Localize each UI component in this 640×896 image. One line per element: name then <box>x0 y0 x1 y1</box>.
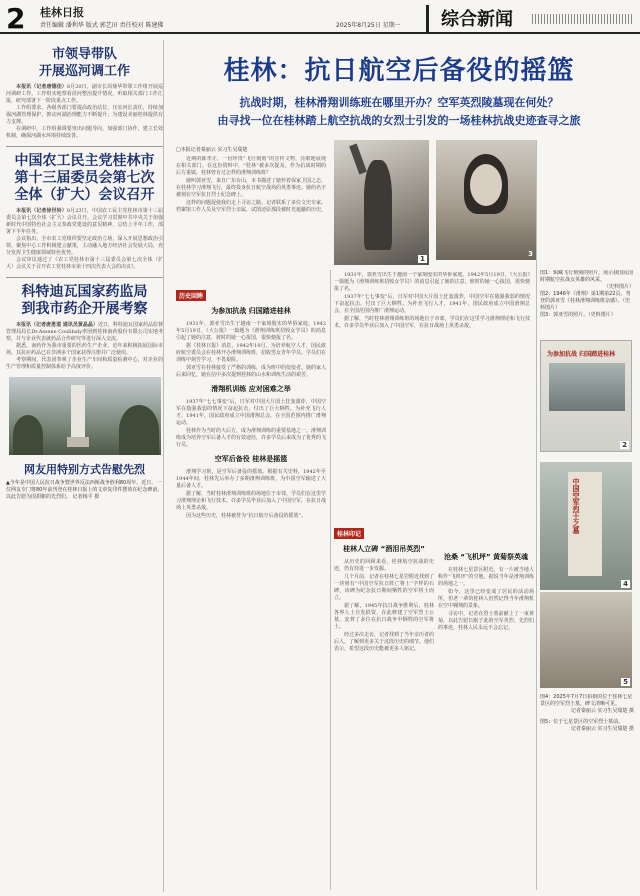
paper-name: 桂林日报 <box>40 6 84 19</box>
magazine-picture <box>549 363 625 411</box>
main-headline: 桂林：抗日航空后备役的摇篮 <box>223 56 575 86</box>
section3-heading: 空军后备役 桂林是摇篮 <box>214 455 288 463</box>
story2-p1: 8月23日，中国农工民主党桂林市第十三届委员会第七次全体（扩大）会议召开。会议学习贯彻中共中央关于加强新时代中国特色社会主义参政党建设的意见精神，总结上半年工作，部署下半年任务。 <box>6 208 163 235</box>
caption-2: 图2：1946年《滑翔》第1期第22页，刊登的郭亚雪《桂林滑翔训练班杂感》。（史料图片） <box>540 291 631 311</box>
imprint-tag: 桂林印记 <box>334 528 364 539</box>
photo-badge-5: 5 <box>623 678 628 686</box>
col3-p2: 几个月前，记者在桂林七星岩附近找到了一块刻有“中国空军抗日阵亡将士”字样的石碑，该碑为纪念抗日期间牺牲的空军将士而立。 <box>334 574 434 601</box>
caption-4-credit: 记者秦丽云 实习生吴瑞楚 摄 <box>570 708 634 714</box>
monument-base <box>67 437 89 447</box>
section3-p3: 因为这些历史，桂林被誉为“抗日航空后备役的摇篮”。 <box>186 513 307 519</box>
monument-photo <box>9 377 161 455</box>
mid-p2: 1937年“七七事变”后，日军对中国大片国土狂轰滥炸，中国空军在敌强我弱的情况下奋起抗击，付出了巨大牺牲。为补充飞行人才，1941年，国民政府成立中国滑翔总会，在全国范围内推广滑翔运动。 <box>334 294 530 314</box>
section1-p1: 1931年，郭亚雪出生于越南一个家境殷实的华侨家庭。1942年5月19日，《大公报》一篇题为《滑翔训练班招收女学员》的消息引起了她的注意，彼时的她一心报国，很快便报了名。 <box>176 321 326 341</box>
col3-p4: 经过多次走访，记者找到了当年亲历者的后人，了解到更多关于这段历史的细节。他们表示，希望这段历史能被更多人铭记。 <box>334 632 434 652</box>
story3-p2: 据悉，南药作为我市重要的医药生产企业，近年来积极拓展国际市场，其抗疟药品已在非洲多个国家获得注册并广泛使用。 <box>6 343 163 356</box>
reporter-credit: □本报记者秦丽云 实习生吴瑞楚 <box>176 147 248 153</box>
story2-p3: 会议审议通过了《农工党桂林市第十三届委员会第七次全体（扩大）会议关于召开农工党桂林市第十四次代表大会的决议》。 <box>6 257 163 270</box>
story3-p1: 近日，科特迪瓦国家药品监督管理局局长Dr.Assene Coulibaly率团到桂林南药股份有限公司实地考察，并与企业代表就药品合作研究等进行深入交流。 <box>6 322 163 342</box>
section1-p3: 郭亚雪在桂林接受了严格的训练，成为班中的佼佼者。她的家人后来回忆，她在信中多次提到桂林的山水和训练生活的艰苦。 <box>176 365 326 378</box>
memorial-column <box>438 528 534 888</box>
story1-p2: 工作组要求，各级各部门要提高政治站位，压实河长责任，持续加强河湖管理保护，推动河湖治理能力不断提升，为建设美丽桂林提供有力支撑。 <box>6 105 163 125</box>
intro-p3: 这样的问题促使我们走上寻访之路。记者联系了多位文史专家、档案馆工作人员及空军烈士亲属，试图还原那段被时光遮蔽的历史。 <box>176 200 326 213</box>
story3-body <box>6 322 163 371</box>
photo-badge-2: 2 <box>622 441 627 449</box>
stele-inscription: 中国空军烈士之墓 <box>572 478 580 534</box>
story1-headline: 市领导带队 开展巡河调工作 <box>38 47 130 79</box>
story1-p3: 在调研中，工作组强调要突出问题导向，加强部门协作，建立长效机制，确保河湖水环境持续改善。 <box>6 126 163 139</box>
intro-column <box>176 156 326 286</box>
tree-shape <box>13 415 43 455</box>
section-decoration <box>532 14 632 24</box>
story1-body <box>6 84 163 140</box>
section3-p2: 据了解，当时桂林滑翔训练班的场地位于市郊，学员们在这里学习滑翔理论和飞行技术。许多学员毕业后加入了中国空军，在抗日战场上英勇杀敌。 <box>176 491 326 511</box>
history-tag: 历史回眸 <box>176 290 206 301</box>
section2-p2: 桂林作为当时的大后方，成为滑翔训练的重要基地之一。滑翔训练成为培养空军后备人才的有效途径，许多学员后来成为了优秀的飞行员。 <box>176 428 326 448</box>
tree-shape <box>119 405 159 455</box>
photo-badge-3: 3 <box>528 250 533 258</box>
story1-byline: 本报讯（记者唐德佳） <box>16 84 67 90</box>
photo-badge-4: 4 <box>623 580 628 588</box>
page-number: 2 <box>6 2 26 35</box>
caption-5-credit: 记者秦丽云 实习生吴瑞楚 摄 <box>570 726 634 732</box>
photo-credit: 记者杨平 摄 <box>72 494 100 500</box>
monument-shape <box>71 385 85 445</box>
photo-sub: ▲今年是中国人民抗日战争暨世界反法西斯战争胜利80周年。近日，一位网友专门将80年前刊登在桂林日报上的文章复印件摆放在纪念碑前，以此告慰为国捐躯的先烈们。 <box>6 480 163 500</box>
face-shape <box>470 164 502 206</box>
section1-heading: 为参加抗战 归国踏进桂林 <box>211 307 291 315</box>
story2-byline: 本报讯（记者徐世铃） <box>16 208 67 214</box>
intro-p1: 近期的陈孝正，一份珍贵“飞行刻刻”的宣传文物，亮眼地展现在相关部门。在这份资料中，“桂林”被多次提及。作为抗战时期的后方重镇，桂林曾有过怎样的滑翔训练班？ <box>176 156 326 176</box>
story3-byline: 本报讯（记者唐勇道 通讯员黄晶晶） <box>16 322 98 328</box>
column-rule <box>330 270 331 890</box>
photo-caption <box>6 480 163 501</box>
story3-headline: 科特迪瓦国家药监局 到我市药企开展考察 <box>21 284 148 317</box>
col3-p1: 从历史的回顾来看，桂林航空抗战的史迹，仍有待进一步发掘。 <box>334 559 434 572</box>
history-column <box>176 290 326 890</box>
mid-p1: 1931年，郭亚雪出生于越南一个家境殷实的华侨家庭。1942年5月19日，《大公报》一篇题为《滑翔训练班招收女学员》的消息引起了她的注意，彼时的她一心报国，很快便报了名。 <box>334 272 530 292</box>
guilin-imprint-column <box>334 528 434 888</box>
staff-credits: 责任编辑 潘利华 版式 郭艺田 责任校对 陈建佛 <box>40 22 164 29</box>
photo-headline: 网友用特别方式告慰先烈 <box>24 463 145 476</box>
col3-p3: 据了解，1945年抗日战争胜利后，桂林各界人士自发捐资，在此修建了空军烈士公墓，安葬了多位在抗日战争中牺牲的空军将士。 <box>334 603 434 630</box>
section2-heading: 滑翔机训练 应对困难之举 <box>211 385 291 393</box>
visitors-photo <box>540 592 632 688</box>
middle-upper-column <box>334 272 530 522</box>
magazine-title-text: 为参加抗战 归国踏进桂林 <box>547 351 616 358</box>
stele-photo <box>540 462 632 590</box>
left-column <box>6 40 164 892</box>
caption-4: 图4：2025年7月7日拍摄的位于桂林七星景区的空军烈士墓，碑文清晰可见。 <box>540 694 633 707</box>
caption-1-credit: （史料图片） <box>603 284 634 290</box>
story2-headline: 中国农工民主党桂林市 第十三届委员会第七次 全体（扩大）会议召开 <box>14 153 155 203</box>
caption-5: 图5：位于七星景区的空军烈士墓前。 <box>540 719 624 725</box>
captions-top <box>540 270 634 340</box>
magazine-photo <box>540 340 632 452</box>
col4-heading: 沧桑 “飞机坪” 黄菊祭英魂 <box>443 553 529 561</box>
section2-p1: 1937年“七七事变”后，日军对中国大片国土狂轰滥炸，中国空军在敌强我弱的情况下奋起抗击，付出了巨大牺牲。为补充飞行人才，1941年，国民政府成立中国滑翔总会，在全国范围内推广滑翔运动。 <box>176 399 326 426</box>
section1-p2: 据《桂林日报》消息，1942年10月，为培养航空人才，国民政府航空委员会在桂林开办滑翔训练班，招收男女青年学员。学员们在训练中刻苦学习，不畏艰险。 <box>176 343 326 363</box>
photo-badge-1: 1 <box>420 255 425 263</box>
raised-arm <box>349 144 367 175</box>
main-subtitle-2: 由寻找一位在桂林踏上航空抗战的女烈士引发的一场桂林抗战史迹查寻之旅 <box>217 114 581 127</box>
story3-p3: 考察期间，代表团参观了企业生产车间和质量检测中心，对企业的生产管理和质量控制体系给予高度评价。 <box>6 357 163 370</box>
col3-heading: 桂林人立碑 “酒泪吊英烈” <box>343 545 425 553</box>
story2-p2: 会议指出，全市农工党组织要坚定政治立场，深入开展思想政治引领，聚焦中心工作积极建言献策，主动融入地方经济社会发展大局，充分发挥卫生健康领域特色优势。 <box>6 236 163 256</box>
caption-1: 图1：辑藏飞行刻刻的照片，展示我国民国时期航空抗战女英雄的风采。 <box>540 270 634 283</box>
caption-3: 图3：郭亚雪的照片。（史料图片） <box>540 312 616 318</box>
col4-p1: 在桂林七星景区附近，有一片被当地人称作“飞机坪”的空地，据说当年是滑翔训练的场地之一。 <box>438 567 534 587</box>
story2-body <box>6 208 163 271</box>
column-rule <box>536 140 537 890</box>
pilot-photo <box>334 140 429 265</box>
section-title: 综合新闻 <box>426 5 636 33</box>
portrait-photo <box>436 140 536 260</box>
col4-p3: 寻访中，记者在烈士墓前献上了一束黄菊，以此告慰长眠于此的空军英烈。先烈们的事迹，桂林人民永远不会忘记。 <box>438 611 534 631</box>
captions-bottom <box>540 694 634 894</box>
divider <box>6 277 163 278</box>
issue-date: 2025年8月25日 星期一 <box>336 22 401 29</box>
intro-p2: 她叫郭亚雪，来自广东台山，本书描述了她怀着保家卫国之志，在桂林学习滑翔飞行，最终投身抗日航空战场的英勇事迹。她的名字被刻在空军抗日烈士纪念碑上。 <box>176 178 326 198</box>
main-subtitle-1: 抗战时期，桂林滑翔训练班在哪里开办？空军英烈陵墓现在何处？ <box>239 96 559 109</box>
section3-p1: 滑翔学习班，是空军后备役的摇篮。根据有关史料，1942年至1944年间，桂林先后举办了多期滑翔训练班，为中国空军输送了大量后备人才。 <box>176 469 326 489</box>
masthead <box>0 0 640 34</box>
pilot-figure <box>364 160 392 250</box>
divider <box>6 146 163 147</box>
col4-p2: 如今，这里已经变成了居民的活动场所，但老一辈的桂林人仍然记得当年滑翔机在空中翱翔的景象。 <box>438 589 534 609</box>
story1-p1: 8月20日，副市长周鼎华带领工作组开展巡河调研工作。工作组实地察看沿河整治提升情况，听取相关部门工作汇报，研究部署下一阶段重点工作。 <box>6 84 163 104</box>
mid-p3: 据了解，当时桂林滑翔训练班的场地位于市郊，学员们在这里学习滑翔理论和飞行技术。许多学员毕业后加入了中国空军，在抗日战场上英勇杀敌。 <box>334 316 530 329</box>
